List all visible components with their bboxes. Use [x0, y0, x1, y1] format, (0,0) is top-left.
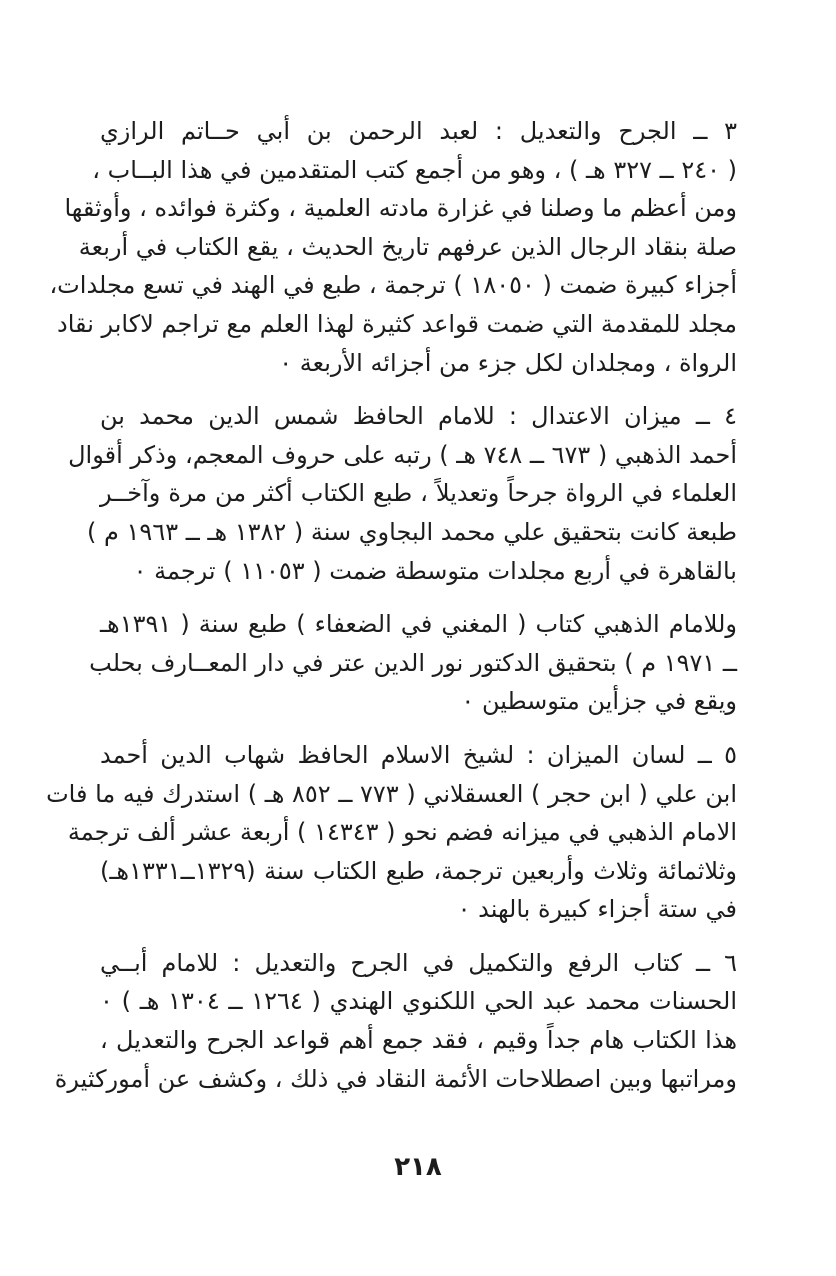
text-line: ويقع في جزأين متوسطين ٠: [461, 687, 737, 716]
paragraph-mizan-al-itidal: [68, 397, 737, 590]
text-line: ٣ ــ الجرح والتعديل : لعبد الرحمن بن أبي حــاتم الرازي: [100, 117, 737, 145]
text-line: الحسنات محمد عبد الحي اللكنوي الهندي ( ١٢٦٤ ــ ١٣٠٤ هـ ) ٠: [100, 987, 738, 1016]
text-line: ٤ ــ ميزان الاعتدال : للامام الحافظ شمس الدين محمد بن: [100, 402, 737, 431]
page-number: ٢١٨: [394, 1152, 442, 1182]
text-line: أحمد الذهبي ( ٦٧٣ ــ ٧٤٨ هـ ) رتبه على حروف المعجم، وذكر أقوال: [68, 440, 737, 469]
text-line: ومن أعظم ما وصلنا في غزارة مادته العلمية ، وكثرة فوائده ، وأوثقها: [64, 194, 737, 223]
text-line: بالقاهرة في أربع مجلدات متوسطة ضمت ( ١١٠٥٣ ) ترجمة ٠: [133, 556, 737, 585]
paragraph-lisan-al-mizan: [46, 736, 737, 929]
text-line: مجلد للمقدمة التي ضمت قواعد كثيرة لهذا العلم مع تراجم لاكابر نقاد: [57, 309, 737, 338]
text-line: هذا الكتاب هام جداً وقيم ، فقد جمع أهم قواعد الجرح والتعديل ،: [100, 1026, 737, 1055]
page-body: [46, 112, 738, 1113]
paragraph-jarh-wa-tadil: [49, 112, 737, 382]
text-line: صلة بنقاد الرجال الذين عرفهم تاريخ الحديث ، يقع الكتاب في أربعة: [78, 232, 737, 261]
text-line: ابن علي ( ابن حجر ) العسقلاني ( ٧٧٣ ــ ٨٥٢ هـ ) استدرك فيه ما فات: [46, 779, 737, 808]
text-line: ــ ١٩٧١ م ) بتحقيق الدكتور نور الدين عتر في دار المعــارف بحلب: [89, 648, 737, 677]
text-line: ومراتبها وبين اصطلاحات الأئمة النقاد في ذلك ، وكشف عن أموركثيرة: [54, 1064, 737, 1093]
text-line: ٥ ــ لسان الميزان : لشيخ الاسلام الحافظ شهاب الدين أحمد: [100, 740, 737, 769]
text-line: وثلاثمائة وثلاث وأربعين ترجمة، طبع الكتاب سنة (١٣٢٩ــ١٣٣١هـ): [100, 856, 737, 885]
text-line: العلماء في الرواة جرحاً وتعديلاً ، طبع الكتاب أكثر من مرة وآخــر: [100, 479, 737, 508]
paragraph-al-raf-wal-takmil: [54, 944, 738, 1098]
text-line: ٦ ــ كتاب الرفع والتكميل في الجرح والتعديل : للامام أبــي: [100, 948, 737, 977]
text-line: ( ٢٤٠ ــ ٣٢٧ هـ ) ، وهو من أجمع كتب المتقدمين في هذا البــاب ،: [92, 155, 737, 184]
text-line: في ستة أجزاء كبيرة بالهند ٠: [457, 895, 737, 924]
text-line: أجزاء كبيرة ضمت ( ١٨٠٥٠ ) ترجمة ، طبع في الهند في تسع مجلدات،: [49, 271, 737, 300]
paragraph-al-mughni: [89, 605, 737, 721]
text-line: الامام الذهبي في ميزانه فضم نحو ( ١٤٣٤٣ ) أربعة عشر ألف ترجمة: [67, 818, 737, 847]
text-line: الرواة ، ومجلدان لكل جزء من أجزائه الأربعة ٠: [279, 348, 737, 377]
text-line: وللامام الذهبي كتاب ( المغني في الضعفاء ) طبع سنة ( ١٣٩١هـ: [100, 610, 737, 639]
text-line: طبعة كانت بتحقيق علي محمد البجاوي سنة ( ١٣٨٢ هـ ــ ١٩٦٣ م ): [87, 517, 737, 546]
